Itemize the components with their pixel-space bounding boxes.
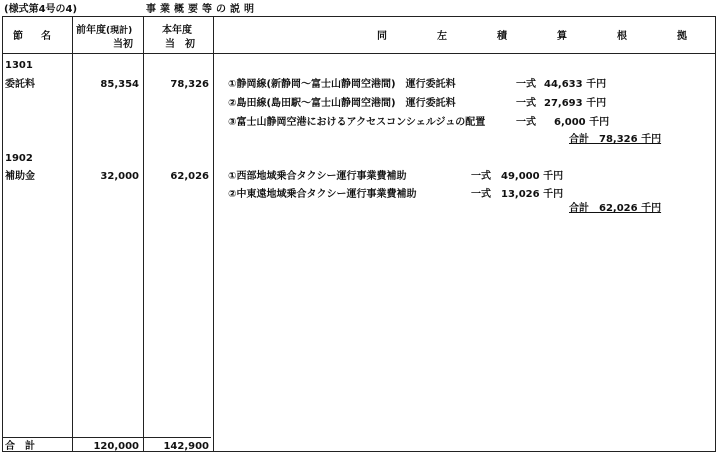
basis-item-amount: 6,000 千円	[554, 117, 610, 128]
section-name-header: 節 名	[13, 31, 55, 42]
document-title: 事業概要等の説明	[146, 4, 258, 15]
section-total: 合計 62,026 千円	[569, 203, 662, 214]
basis-item-unit: 一式	[471, 189, 491, 200]
basis-item-amount: 44,633 千円	[544, 79, 607, 90]
section-name: 委託料	[5, 79, 35, 90]
basis-item-text: ③富士山静岡空港におけるアクセスコンシェルジュの配置	[228, 117, 486, 128]
column-divider	[72, 17, 73, 451]
basis-item-unit: 一式	[471, 171, 491, 182]
this-year-amount: 62,026	[170, 171, 209, 182]
basis-item-amount: 27,693 千円	[544, 98, 607, 109]
basis-item-unit: 一式	[516, 79, 536, 90]
section-code: 1902	[5, 153, 33, 164]
this-year-initial-header: 当 初	[165, 39, 195, 50]
basis-header: 同 左 積 算 根 拠	[377, 31, 707, 42]
column-divider	[213, 17, 214, 451]
prev-year-initial-header: 当初	[113, 39, 133, 50]
column-divider	[143, 17, 144, 451]
section-name: 補助金	[5, 171, 35, 182]
header-divider	[3, 53, 715, 54]
form-number-label: (様式第4号の4)	[4, 4, 78, 15]
basis-item-text: ①静岡線(新静岡～富士山静岡空港間) 運行委託料	[228, 79, 456, 90]
this-year-header: 本年度	[162, 25, 192, 36]
prev-year-amount: 32,000	[100, 171, 139, 182]
prev-year-label: 前年度	[76, 25, 106, 36]
basis-item-text: ①西部地域乗合タクシー運行事業費補助	[228, 171, 407, 182]
grand-total-curr: 142,900	[163, 441, 209, 452]
budget-table	[2, 16, 716, 452]
basis-item-text: ②中東遠地域乗合タクシー運行事業費補助	[228, 189, 417, 200]
grand-total-label: 合 計	[5, 441, 35, 452]
this-year-amount: 78,326	[170, 79, 209, 90]
basis-item-text: ②島田線(島田駅～富士山静岡空港間) 運行委託料	[228, 98, 456, 109]
prev-year-current-label: (現計)	[106, 26, 133, 36]
basis-item-amount: 49,000 千円	[501, 171, 564, 182]
basis-item-unit: 一式	[516, 117, 536, 128]
section-total: 合計 78,326 千円	[569, 134, 662, 145]
grand-total-prev: 120,000	[93, 441, 139, 452]
prev-year-header	[76, 25, 132, 37]
basis-item-unit: 一式	[516, 98, 536, 109]
prev-year-amount: 85,354	[100, 79, 139, 90]
section-code: 1301	[5, 60, 33, 71]
basis-item-amount: 13,026 千円	[501, 189, 564, 200]
total-row-divider	[3, 437, 211, 438]
